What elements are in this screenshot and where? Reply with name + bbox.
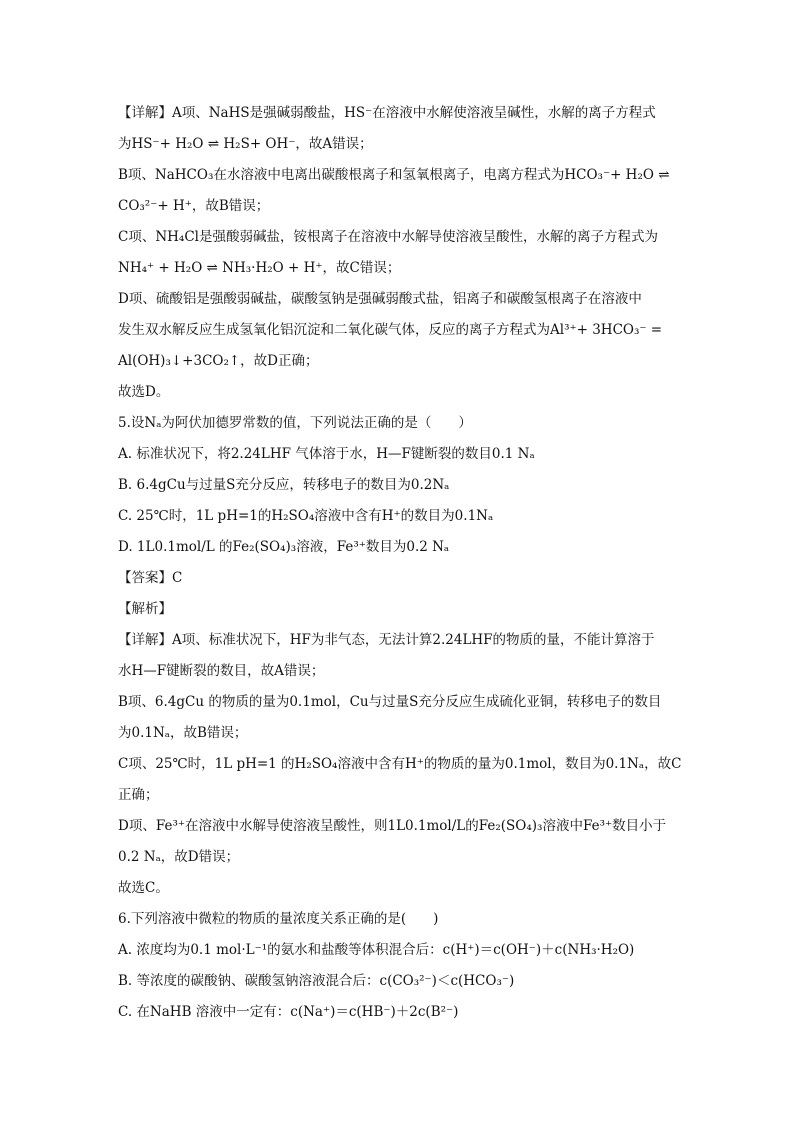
text-line: 0.2 Nₐ，故D错误； [118, 849, 240, 865]
text-line: C项、25℃时，1L pH=1 的H₂SO₄溶液中含有H⁺的物质的量为0.1mol，数目为0.1Nₐ，故C [118, 756, 682, 772]
option-d: D. 1L0.1mol/L 的Fe₂(SO₄)₃溶液，Fe³⁺数目为0.2 Nₐ [118, 539, 450, 555]
text-line: 【详解】A项、标准状况下，HF为非气态，无法计算2.24LHF的物质的量，不能计算溶于 [118, 632, 655, 648]
text-line: B项、6.4gCu 的物质的量为0.1mol，Cu与过量S充分反应生成硫化亚铜，转移电子的数目 [118, 694, 662, 710]
text-line: 故选D。 [118, 384, 170, 400]
answer-line: 【答案】C [118, 570, 183, 586]
text-line: B项、NaHCO₃在水溶液中电离出碳酸根离子和氢氧根离子，电离方程式为HCO₃⁻+ H₂O ⇌ [118, 167, 670, 183]
text-line: 为HS⁻+ H₂O ⇌ H₂S+ OH⁻，故A错误； [118, 136, 373, 152]
text-line: 水H—F键断裂的数目，故A错误； [118, 663, 325, 679]
text-line: C项、NH₄Cl是强酸弱碱盐，铵根离子在溶液中水解导使溶液呈酸性，水解的离子方程式为 [118, 229, 658, 245]
text-line: 故选C。 [118, 880, 169, 896]
text-line: 发生双水解反应生成氢氧化铝沉淀和二氧化碳气体，反应的离子方程式为Al³⁺+ 3HCO₃⁻ = [118, 322, 663, 338]
text-line: D项、硫酸铝是强酸弱碱盐，碳酸氢钠是强碱弱酸式盐，铝离子和碳酸氢根离子在溶液中 [118, 291, 642, 307]
question-stem: 5.设Nₐ为阿伏加德罗常数的值，下列说法正确的是（ ） [118, 415, 472, 431]
analysis-heading: 【解析】 [118, 601, 172, 617]
option-b: B. 6.4gCu与过量S充分反应，转移电子的数目为0.2Nₐ [118, 477, 450, 493]
option-b: B. 等浓度的碳酸钠、碳酸氢钠溶液混合后：c(CO₃²⁻)＜c(HCO₃⁻) [118, 973, 515, 989]
text-line: Al(OH)₃↓+3CO₂↑，故D正确； [118, 353, 319, 369]
text-line: D项、Fe³⁺在溶液中水解导使溶液呈酸性，则1L0.1mol/L的Fe₂(SO₄)₃溶液中Fe³⁺数目小于 [118, 818, 667, 834]
text-line: 正确； [118, 787, 159, 803]
option-c: C. 25℃时，1L pH=1的H₂SO₄溶液中含有H⁺的数目为0.1Nₐ [118, 508, 494, 524]
text-line: CO₃²⁻+ H⁺，故B错误； [118, 198, 270, 214]
text-line: NH₄⁺ + H₂O ⇌ NH₃·H₂O + H⁺，故C错误； [118, 260, 401, 276]
option-c: C. 在NaHB 溶液中一定有：c(Na⁺)＝c(HB⁻)＋2c(B²⁻) [118, 1004, 459, 1020]
text-line: 为0.1Nₐ，故B错误； [118, 725, 248, 741]
text-line: 【详解】A项、NaHS是强碱弱酸盐，HS⁻在溶液中水解使溶液呈碱性，水解的离子方程式 [118, 105, 656, 121]
question-stem: 6.下列溶液中微粒的物质的量浓度关系正确的是( ) [118, 911, 439, 927]
option-a: A. 标准状况下，将2.24LHF 气体溶于水，H—F键断裂的数目0.1 Nₐ [118, 446, 535, 462]
option-a: A. 浓度均为0.1 mol·L⁻¹的氨水和盐酸等体积混合后：c(H⁺)＝c(OH⁻)＋c(NH₃·H₂O) [118, 942, 635, 958]
